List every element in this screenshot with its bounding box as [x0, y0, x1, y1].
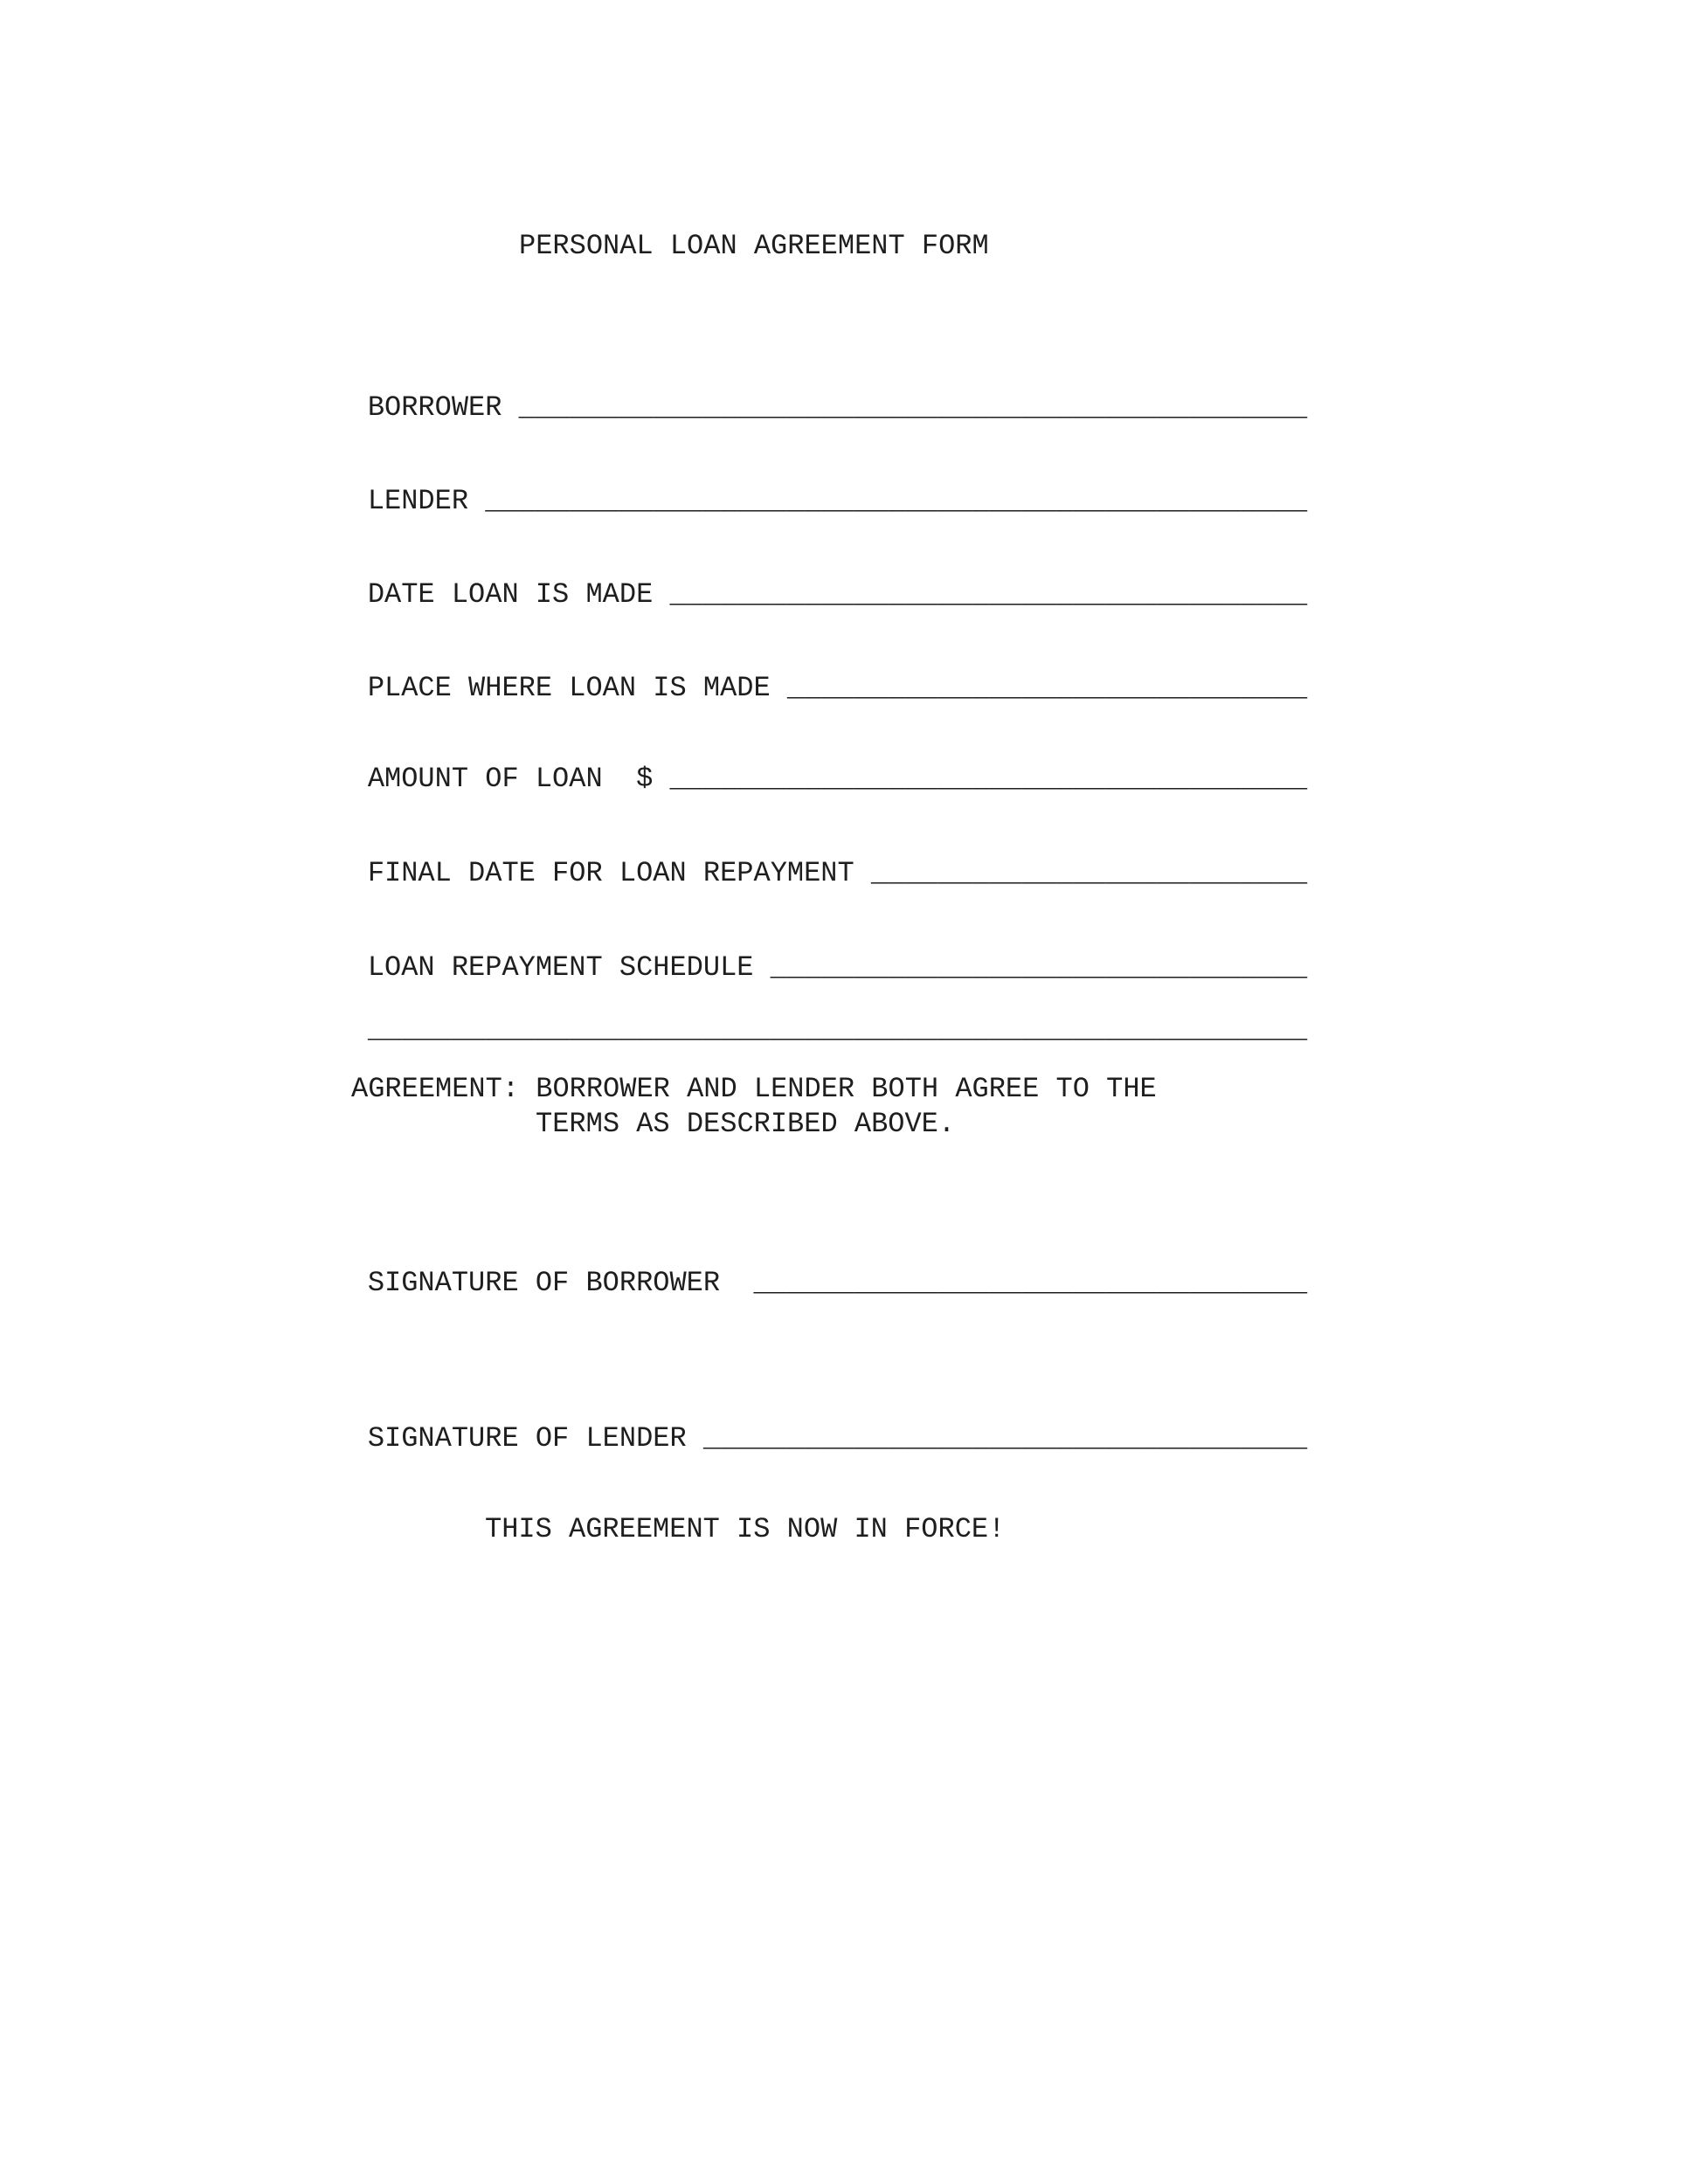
field-label-loan-repayment-schedule: LOAN REPAYMENT SCHEDULE: [367, 951, 754, 984]
field-row-signature-of-borrower: [301, 1231, 1307, 1336]
blank-line-signature-of-borrower[interactable]: _________________________________: [753, 1267, 1308, 1299]
field-row-signature-of-lender: [301, 1386, 1307, 1491]
page-title: PERSONAL LOAN AGREEMENT FORM: [519, 230, 989, 262]
field-label-borrower: BORROWER: [367, 391, 502, 424]
field-label-date-loan-is-made: DATE LOAN IS MADE: [367, 578, 654, 611]
field-label-amount-of-loan: AMOUNT OF LOAN $: [367, 763, 654, 795]
closing-statement: THIS AGREEMENT IS NOW IN FORCE!: [485, 1513, 1006, 1545]
blank-line-signature-of-lender[interactable]: ____________________________________: [702, 1422, 1308, 1455]
agreement-clause-line1: AGREEMENT: BORROWER AND LENDER BOTH AGREE TO THE: [351, 1073, 1157, 1105]
field-row-place-where-loan-is-made: [301, 636, 1307, 741]
blank-line-loan-repayment-schedule[interactable]: ________________________________: [770, 951, 1308, 984]
blank-line-loan-repayment-schedule-continued[interactable]: ________________________________________________________: [367, 1013, 1308, 1046]
blank-line-date-loan-is-made[interactable]: ______________________________________: [669, 578, 1308, 611]
blank-line-place-where-loan-is-made[interactable]: _______________________________: [786, 672, 1308, 704]
field-label-signature-of-borrower: SIGNATURE OF BORROWER: [367, 1267, 721, 1299]
agreement-clause-line2: TERMS AS DESCRIBED ABOVE.: [536, 1108, 956, 1140]
field-row-loan-repayment-schedule-continued: [301, 978, 1307, 1082]
field-row-amount-of-loan: [301, 727, 1307, 832]
field-row-lender: [301, 449, 1307, 554]
field-row-date-loan-is-made: [301, 543, 1307, 647]
blank-line-borrower[interactable]: _______________________________________________: [518, 391, 1308, 424]
field-label-signature-of-lender: SIGNATURE OF LENDER: [367, 1422, 687, 1455]
field-label-place-where-loan-is-made: PLACE WHERE LOAN IS MADE: [367, 672, 771, 704]
blank-line-amount-of-loan[interactable]: ______________________________________: [669, 763, 1308, 795]
blank-line-final-date-for-loan-repayment[interactable]: __________________________: [870, 857, 1308, 889]
field-label-lender: LENDER: [367, 485, 469, 517]
field-row-borrower: [301, 356, 1307, 460]
field-row-final-date-for-loan-repayment: [301, 821, 1307, 926]
blank-line-lender[interactable]: _________________________________________________: [485, 485, 1308, 517]
field-label-final-date-for-loan-repayment: FINAL DATE FOR LOAN REPAYMENT: [367, 857, 854, 889]
